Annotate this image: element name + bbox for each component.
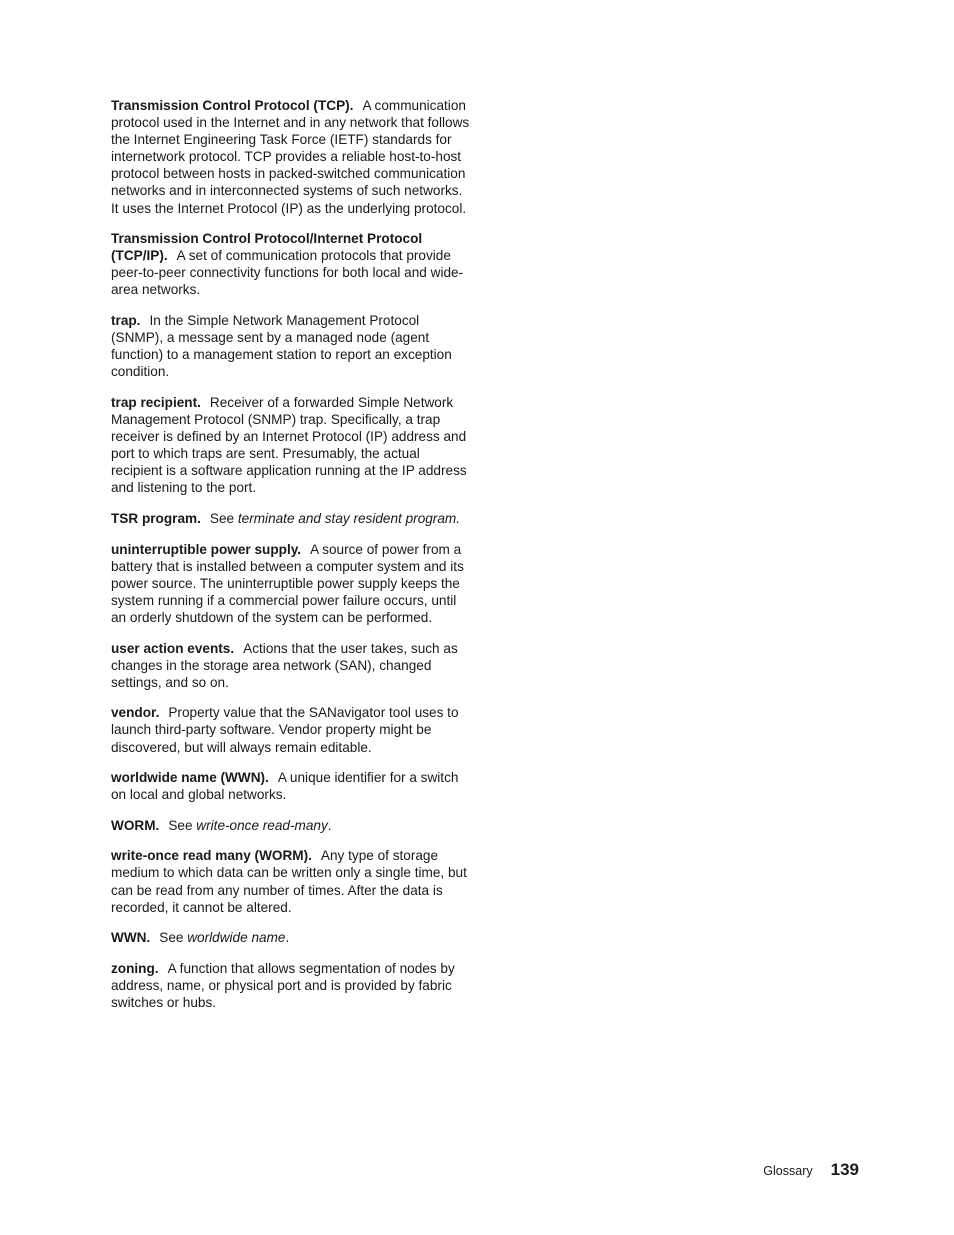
glossary-definition: Any type of storage medium to which data can be written only a single time, but can be read from any number of times. After the data is recorded, it cannot be altered.	[111, 848, 467, 915]
glossary-term: Transmission Control Protocol/Internet Protocol (TCP/IP).	[111, 231, 423, 264]
glossary-cross-reference: worldwide name	[187, 930, 286, 946]
glossary-definition: Actions that the user takes, such as changes in the storage area network (SAN), changed settings, and so on.	[111, 640, 458, 690]
glossary-cross-reference: write-once read-many	[196, 817, 328, 833]
page-number: 139	[830, 1160, 859, 1179]
glossary-definition: A source of power from a battery that is installed between a computer system and its power source. The uninterruptible power supply keeps the system running if a commercial power failure occurs, until an orderly shutdown of the system can be performed.	[111, 541, 464, 625]
glossary-punctuation: .	[327, 817, 332, 833]
glossary-term: vendor.	[111, 705, 160, 721]
glossary-column	[111, 97, 471, 1025]
glossary-definition: A set of communication protocols that provide peer-to-peer connectivity functions for both local and wide-area networks.	[111, 248, 464, 298]
glossary-definition: Receiver of a forwarded Simple Network Management Protocol (SNMP) trap. Specifically, a trap receiver is defined by an Internet Protocol (IP) address and port to which traps are sent. Presumably, the actual recipient is a software application running at the IP address and listening to the port.	[111, 394, 467, 496]
glossary-definition: Property value that the SANavigator tool uses to launch third-party software. Vendor property might be discovered, but will always remain editable.	[111, 705, 459, 755]
glossary-term: uninterruptible power supply.	[111, 541, 302, 557]
glossary-entry-ups	[111, 541, 471, 626]
glossary-term: zoning.	[111, 960, 159, 976]
glossary-term: worldwide name (WWN).	[111, 770, 269, 786]
glossary-term: WWN.	[111, 930, 151, 946]
glossary-entry-vendor	[111, 704, 471, 755]
glossary-definition: A function that allows segmentation of nodes by address, name, or physical port and is provided by fabric switches or hubs.	[111, 960, 455, 1011]
glossary-entry-wwn-full	[111, 769, 471, 803]
glossary-entry-trap-recipient	[111, 394, 471, 497]
glossary-term: WORM.	[111, 817, 160, 833]
glossary-entry-tcp	[111, 97, 471, 217]
glossary-definition: See	[168, 817, 193, 833]
glossary-entry-user-action-events	[111, 640, 471, 691]
glossary-term: trap recipient.	[111, 394, 201, 410]
glossary-definition: In the Simple Network Management Protocol (SNMP), a message sent by a managed node (agent function) to a management station to report an exception condition.	[111, 313, 452, 380]
glossary-entry-zoning	[111, 960, 471, 1011]
glossary-entry-wwn	[111, 929, 471, 946]
glossary-entry-worm-full	[111, 847, 471, 915]
glossary-entry-tsr-program	[111, 510, 471, 527]
glossary-term: trap.	[111, 313, 141, 329]
page-footer	[763, 1160, 859, 1180]
glossary-term: write-once read many (WORM).	[111, 848, 312, 864]
glossary-term: user action events.	[111, 640, 235, 656]
glossary-definition: See	[209, 510, 235, 526]
glossary-definition: A unique identifier for a switch on local and global networks.	[111, 770, 459, 803]
glossary-term: Transmission Control Protocol (TCP).	[111, 98, 354, 113]
glossary-entry-trap	[111, 312, 471, 380]
glossary-cross-reference: terminate and stay resident program.	[237, 510, 460, 526]
glossary-definition: A communication protocol used in the Internet and in any network that follows the Internet Engineering Task Force (IETF) standards for internetwork protocol. TCP provides a reliable host-to-host protocol between hosts in packed-switched communication networks and in interconnected systems of such networks. It uses the Internet Protocol (IP) as the underlying protocol.	[111, 98, 470, 216]
glossary-entry-tcp-ip	[111, 230, 471, 298]
footer-section-label: Glossary	[763, 1164, 813, 1178]
glossary-definition: See	[159, 930, 184, 946]
glossary-term: TSR program.	[111, 510, 201, 526]
glossary-punctuation: .	[285, 930, 290, 946]
glossary-entry-worm	[111, 817, 471, 834]
